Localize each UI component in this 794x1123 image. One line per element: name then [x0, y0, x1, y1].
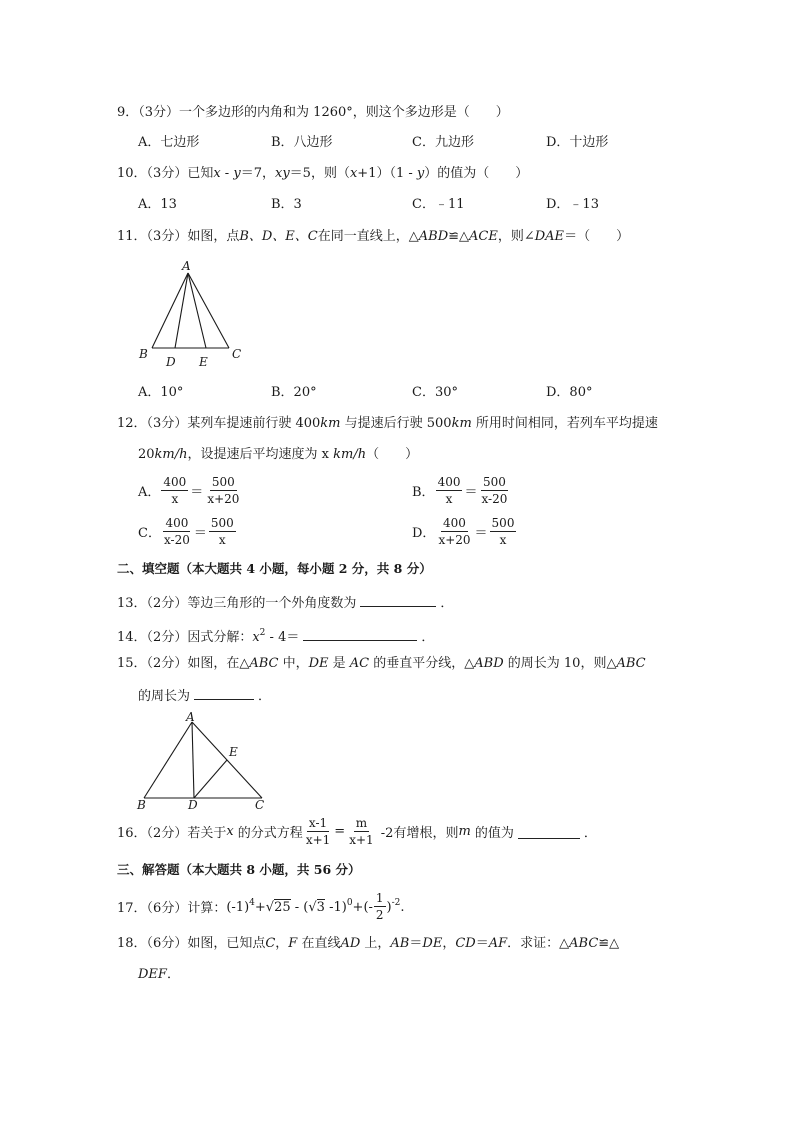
q10-var: xy: [274, 166, 290, 181]
expr-part: +(-: [352, 900, 373, 915]
fraction: [162, 515, 192, 548]
q10-text: +1）（1 -: [357, 166, 417, 181]
q10-var: y: [233, 166, 241, 181]
q13-end: ．: [440, 596, 454, 611]
equals-sign: ＝: [190, 485, 204, 500]
q15-text: 的周长为 10，则△: [503, 656, 617, 671]
q11-option-a: A．10°: [138, 385, 184, 400]
q12-text: 20: [138, 447, 155, 462]
q10-text: -: [220, 166, 234, 181]
q12-text: （ ）: [366, 447, 419, 462]
fraction: [490, 515, 517, 548]
q12-option-c: [138, 515, 237, 548]
q18-var: CD: [455, 936, 476, 951]
q10-option-b: B．3: [271, 197, 302, 212]
numerator: 500: [491, 516, 515, 530]
q15-text: 的周长为: [138, 689, 191, 704]
fraction: [374, 890, 386, 923]
numerator: 400: [163, 475, 187, 489]
question-18-line2: [138, 966, 180, 984]
q11-text: ≌△: [448, 229, 470, 244]
q12-text: 所用时间相同，若列车平均提速: [471, 416, 658, 431]
q18-text: ≌△: [598, 936, 620, 951]
q18-var: DEF: [138, 967, 167, 982]
denominator: 2: [375, 908, 384, 922]
q18-var: C: [265, 936, 276, 951]
q18-var: AD: [340, 936, 361, 951]
q16-end: ．: [583, 826, 597, 841]
q11-option-b: B．20°: [271, 385, 317, 400]
q15-text: 中，: [278, 656, 309, 671]
q11-text: 11．（3分）如图，点: [117, 229, 240, 244]
q15-var: ABC: [249, 656, 279, 671]
point-label-e: E: [229, 745, 238, 759]
q18-var: ABC: [569, 936, 599, 951]
q10-var: x: [349, 166, 358, 181]
q15-var: DE: [308, 656, 329, 671]
q10-var: y: [416, 166, 425, 181]
question-12-stem-line2: [138, 446, 418, 464]
q9-option-c: C．九边形: [412, 135, 474, 150]
segment-ad: [175, 273, 188, 348]
q15-end: ．: [258, 689, 272, 704]
point-label-e: E: [199, 355, 208, 369]
fraction: [436, 474, 463, 507]
q11-text: ，则∠: [497, 229, 535, 244]
q11-var: DAE: [534, 229, 565, 244]
answer-blank[interactable]: [303, 627, 417, 641]
question-11-stem: [117, 228, 629, 246]
numerator: 500: [482, 475, 506, 489]
q16-var: m: [458, 824, 471, 839]
point-label-c: C: [255, 798, 265, 812]
q16-var: x: [226, 824, 234, 839]
fraction: [479, 474, 509, 507]
expr-end: .: [400, 900, 405, 915]
question-12-stem-line1: [117, 415, 658, 433]
q11-var: B、D、E、C: [239, 229, 318, 244]
q15-text: 是: [328, 656, 350, 671]
q18-var: DE: [422, 936, 443, 951]
q11-var: ABD: [418, 229, 449, 244]
q12-text: 12．（3分）某列车提速前行驶 400: [117, 416, 321, 431]
q15-text: 的垂直平分线，△: [369, 656, 475, 671]
sqrt-sign: √: [265, 900, 275, 915]
option-label: A．: [138, 485, 161, 500]
answer-blank[interactable]: [360, 593, 436, 607]
q10-option-c: C．﹣11: [412, 197, 465, 212]
q18-text: 在直线: [297, 936, 341, 951]
denominator: x: [218, 533, 226, 547]
q10-text: ＝5，则（: [289, 166, 350, 181]
q12-unit: km/h: [333, 447, 367, 462]
q9-option-b: B．八边形: [271, 135, 333, 150]
q12-text: 与提速后行驶 500: [340, 416, 452, 431]
question-15-line1: [117, 655, 646, 673]
q14-text: - 4＝: [265, 630, 300, 645]
denominator: x: [171, 492, 179, 506]
question-13: [117, 593, 453, 613]
radicand: 3: [316, 900, 325, 915]
q15-triangle-figure: [130, 708, 280, 816]
denominator: x: [445, 492, 453, 506]
numerator: 400: [437, 475, 461, 489]
point-label-c: C: [232, 347, 242, 361]
equals-sign: ＝: [464, 485, 478, 500]
denominator: x-20: [163, 533, 190, 547]
denominator: x: [499, 533, 507, 547]
q14-text: 14．（2分）因式分解：: [117, 630, 253, 645]
question-10-stem: [117, 165, 528, 183]
q10-var: x: [213, 166, 221, 181]
equals-sign: =: [334, 824, 346, 839]
q10-text: 10．（3分）已知: [117, 166, 214, 181]
question-15-line2: [138, 686, 271, 706]
q14-var: x: [252, 630, 260, 645]
denominator: x+20: [207, 492, 240, 506]
q14-exponent: 2: [259, 628, 266, 638]
answer-blank[interactable]: [518, 825, 580, 839]
segment-ad: [192, 722, 194, 798]
q14-end: ．: [421, 630, 435, 645]
q18-var: AB: [390, 936, 410, 951]
denominator: x+1: [349, 833, 374, 847]
q9-option-d: D．十边形: [546, 135, 609, 150]
q10-text: ）的值为（ ）: [424, 166, 529, 181]
q17-expression-tail: [387, 900, 405, 915]
q17-expression: [226, 900, 373, 915]
q12-option-b: [412, 474, 510, 507]
numerator: 500: [211, 475, 235, 489]
question-14: [117, 624, 434, 647]
q18-var: F: [288, 936, 298, 951]
denominator: x+1: [305, 833, 331, 847]
numerator: x-1: [308, 816, 328, 830]
fraction: [205, 474, 241, 507]
q10-option-d: D．﹣13: [546, 197, 599, 212]
q16-text: -2有增根，则: [376, 826, 459, 841]
q15-var: AC: [349, 656, 370, 671]
segment-ae: [188, 273, 206, 348]
q12-unit: km: [320, 416, 341, 431]
radicand: 25: [274, 900, 291, 915]
q11-option-c: C．30°: [412, 385, 458, 400]
numerator: 400: [165, 516, 189, 530]
segment-de: [194, 760, 227, 798]
question-16: [117, 815, 597, 848]
expr-part: ): [386, 900, 392, 915]
option-label: C．: [138, 526, 161, 541]
q11-text: ＝（ ）: [564, 229, 630, 244]
point-label-b: B: [137, 798, 146, 812]
sqrt-sign: √: [308, 900, 317, 915]
point-label-b: B: [139, 347, 148, 361]
exponent: 4: [249, 898, 255, 908]
q9-option-a: A．七边形: [138, 135, 200, 150]
fraction: [161, 474, 188, 507]
q12-option-a: [138, 474, 242, 507]
q11-text: 在同一直线上，△: [317, 229, 419, 244]
q16-text: 16．（2分）若关于: [117, 826, 227, 841]
expr-part: -1): [324, 900, 347, 915]
q13-text: 13．（2分）等边三角形的一个外角度数为: [117, 596, 357, 611]
denominator: x-20: [481, 492, 508, 506]
expr-part: (-1): [226, 900, 250, 915]
q18-text: ＝: [409, 936, 423, 951]
numerator: 1: [375, 891, 384, 905]
section-3-heading: 三、解答题（本大题共 8 小题，共 56 分）: [117, 862, 361, 877]
q15-var: ABD: [474, 656, 504, 671]
point-label-d: D: [166, 355, 176, 369]
equals-sign: ＝: [474, 526, 488, 541]
q12-unit: km: [451, 416, 472, 431]
q12-unit: km/h: [154, 447, 188, 462]
segment-ab: [144, 722, 192, 798]
q18-text: ，: [275, 936, 289, 951]
numerator: 400: [443, 516, 466, 530]
fraction: [209, 515, 236, 548]
q11-triangle-figure: [130, 256, 250, 374]
q12-option-d: [412, 515, 517, 548]
point-label-a: A: [186, 710, 195, 724]
q18-text: ．求证：△: [507, 936, 570, 951]
exponent: -2: [391, 898, 401, 908]
question-18-line1: [117, 935, 619, 953]
q16-text: 的分式方程: [233, 826, 303, 841]
point-label-a: A: [182, 259, 191, 273]
q18-text: ．: [166, 967, 180, 982]
fraction: [304, 815, 332, 848]
segment-ac: [188, 273, 229, 348]
fraction: [436, 515, 472, 548]
exponent: 0: [346, 898, 353, 908]
q10-text: ＝7，: [240, 166, 275, 181]
expr-part: +: [254, 900, 266, 915]
numerator: m: [355, 816, 368, 830]
q15-text: 15．（2分）如图，在△: [117, 656, 250, 671]
q18-text: ＝: [475, 936, 489, 951]
answer-blank[interactable]: [194, 686, 254, 700]
expr-part: - (: [290, 900, 309, 915]
q11-var: ACE: [469, 229, 498, 244]
section-2-heading: 二、填空题（本大题共 4 小题，每小题 2 分，共 8 分）: [117, 561, 432, 576]
option-label: D．: [412, 526, 436, 541]
numerator: 500: [210, 516, 234, 530]
q18-var: AF: [488, 936, 508, 951]
fraction: [347, 815, 375, 848]
option-label: B．: [412, 485, 435, 500]
q18-text: 上，: [360, 936, 391, 951]
q15-var: ABC: [616, 656, 646, 671]
denominator: x+20: [438, 533, 471, 547]
segment-ab: [152, 273, 188, 348]
question-17: [117, 890, 405, 923]
q17-text: 17．（6分）计算：: [117, 901, 227, 916]
q18-text: 18．（6分）如图，已知点: [117, 936, 266, 951]
q12-text: ，设提速后平均速度为 x: [187, 447, 334, 462]
question-9-stem: 9．（3分）一个多边形的内角和为 1260°，则这个多边形是（ ）: [117, 105, 509, 120]
q10-option-a: A．13: [138, 197, 177, 212]
q11-option-d: D．80°: [546, 385, 593, 400]
point-label-d: D: [188, 798, 198, 812]
equals-sign: ＝: [193, 526, 207, 541]
q16-text: 的值为: [470, 826, 514, 841]
q18-text: ，: [442, 936, 456, 951]
